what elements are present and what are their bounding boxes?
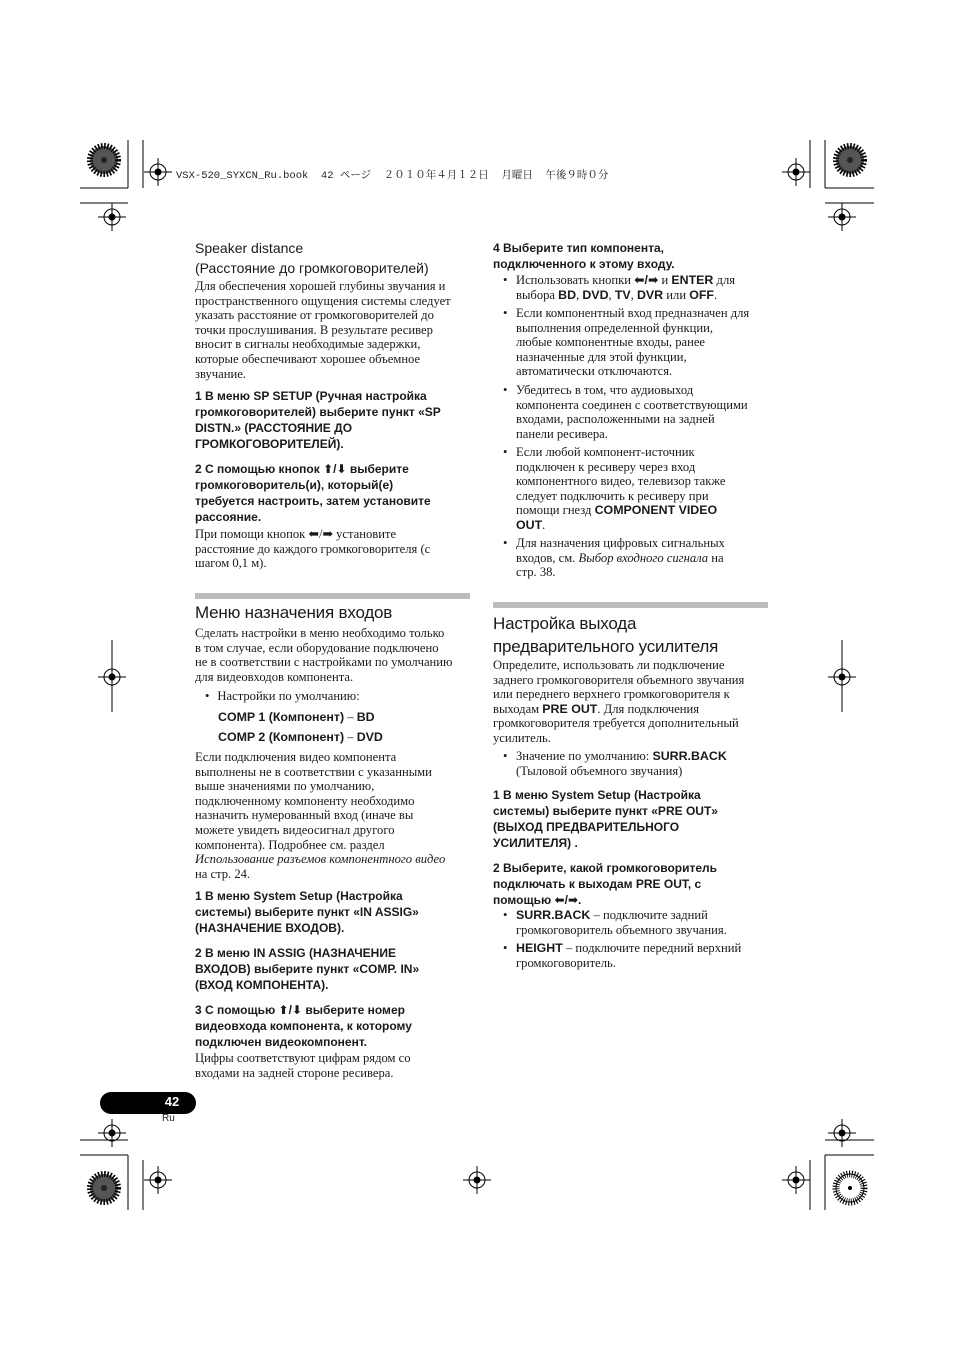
digital-input-bullet: • Для назначения цифровых сигнальных входов, см. Выбор входного сигнала на стр. 38.	[503, 536, 725, 580]
option-surr-back: • SURR.BACK – подключите задний громкоговоритель объемного звучания.	[503, 908, 727, 937]
default-comp2: COMP 2 (Компонент) – DVD	[218, 730, 383, 744]
input-assign-details: Если подключения видео компонента выполнены не в соответствии с указанными выше значениями по умолчанию, подключенному компоненту необходимо назначить нумерованный вход (иначе вы можете увидеть видеосигнал другого компонента). Подробнее см. раздел Использование разъемов компонентного видео на стр. 24.	[195, 750, 480, 881]
section-rule	[195, 593, 470, 599]
speaker-distance-description: Для обеспечения хорошей глубины звучания и пространственного ощущения системы следует указать расстояние от громкоговорителей до точки прослушивания. В результате ресивер вносит в сигналы необходимые задержки, которые обеспечивают хорошее объемное звучание.	[195, 279, 451, 381]
preout-default-bullet: • Значение по умолчанию: SURR.BACK (Тыловой объемного звучания)	[503, 749, 727, 778]
speaker-step-2: 2 С помощью кнопок ⬆/⬇ выберите громкоговоритель(и), который(е) требуется настроить, затем установите рассояние.	[195, 462, 431, 524]
print-header-line: VSX-520_SYXCN_Ru.book 42 ページ ２０１０年４月１２日 月曜日 午後９時０分	[176, 170, 609, 182]
function-input-bullet: • Если компонентный вход предназначен для выполнения определенной функции, любые компонентные входы, ранее назначенные для этой функции, автоматически отключаются.	[503, 306, 750, 379]
input-assign-title: Меню назначения входов	[195, 603, 393, 622]
option-height: • HEIGHT – подключите передний верхний громкоговоритель.	[503, 941, 742, 970]
defaults-bullet: • Настройки по умолчанию:	[205, 689, 360, 703]
preout-description: Определите, использовать ли подключение заднего громкоговорителя объемного звучания или переднего верхнего громкоговорителя к выходам PRE OUT. Для подключения громкоговорителя требуется дополнительный усилитель.	[493, 658, 745, 745]
audio-output-bullet: • Убедитесь в том, что аудиовыход компонента соединен с соответствующими входами, расположенными на задней панели ресивера.	[503, 383, 748, 441]
preout-title: Настройка выхода предварительного усилителя	[493, 614, 719, 656]
component-video-reference: Использование разъемов компонентного видео	[195, 852, 446, 867]
default-comp1: COMP 1 (Компонент) – BD	[218, 710, 375, 724]
component-type-bullet: • Использовать кнопки ⬅/➡ и ENTER для выбора BD, DVD, TV, DVR или OFF.	[503, 273, 736, 302]
speaker-distance-subtitle: (Расстояние до громкоговорителей)	[195, 260, 429, 276]
input-step-1: 1 В меню System Setup (Настройка системы) выберите пункт «IN ASSIG» (НАЗНАЧЕНИЕ ВХОДОВ).	[195, 889, 419, 935]
speaker-step-2-description: При помощи кнопок ⬅/➡ установите расстояние до каждого громкоговорителя (с шагом 0,1 м).	[195, 527, 431, 571]
input-assign-intro: Сделать настройки в меню необходимо только в том случае, если оборудование подключено не в соответствии с настройками по умолчанию для видеовходов компонента.	[195, 626, 453, 684]
input-step-4: 4 Выберите тип компонента, подключенного к этому входу.	[493, 241, 675, 271]
page-number: 42	[164, 1094, 180, 1109]
input-step-3-description: Цифры соответствуют цифрам рядом со входами на задней стороне ресивера.	[195, 1051, 411, 1080]
preout-step-1: 1 В меню System Setup (Настройка системы) выберите пункт «PRE OUT» (ВЫХОД ПРЕДВАРИТЕЛЬНОГО УСИЛИТЕЛЯ) .	[493, 788, 718, 850]
section-rule	[493, 602, 768, 608]
input-signal-reference: Выбор входного сигнала	[578, 550, 709, 565]
speaker-step-1: 1 В меню SP SETUP (Ручная настройка громкоговорителей) выберите пункт «SP DISTN.» (РАССТОЯНИЕ ДО ГРОМКОГОВОРИТЕЛЕЙ).	[195, 389, 441, 451]
speaker-distance-title: Speaker distance	[195, 240, 304, 256]
preout-step-2: 2 Выберите, какой громкоговоритель подключать к выходам PRE OUT, с помощью ⬅/➡.	[493, 861, 718, 907]
language-code: Ru	[162, 1113, 175, 1124]
component-video-bullet: • Если любой компонент-источник подключен к ресиверу через вход компонентного видео, телевизор также следует подключить к ресиверу при помощи гнезд COMPONENT VIDEO OUT.	[503, 445, 726, 532]
input-step-3: 3 С помощью ⬆/⬇ выберите номер видеовхода компонента, к которому подключен видеокомпонент.	[195, 1003, 412, 1049]
input-step-2: 2 В меню IN ASSIG (НАЗНАЧЕНИЕ ВХОДОВ) выберите пункт «COMP. IN» (ВХОД КОМПОНЕНТА).	[195, 946, 420, 992]
